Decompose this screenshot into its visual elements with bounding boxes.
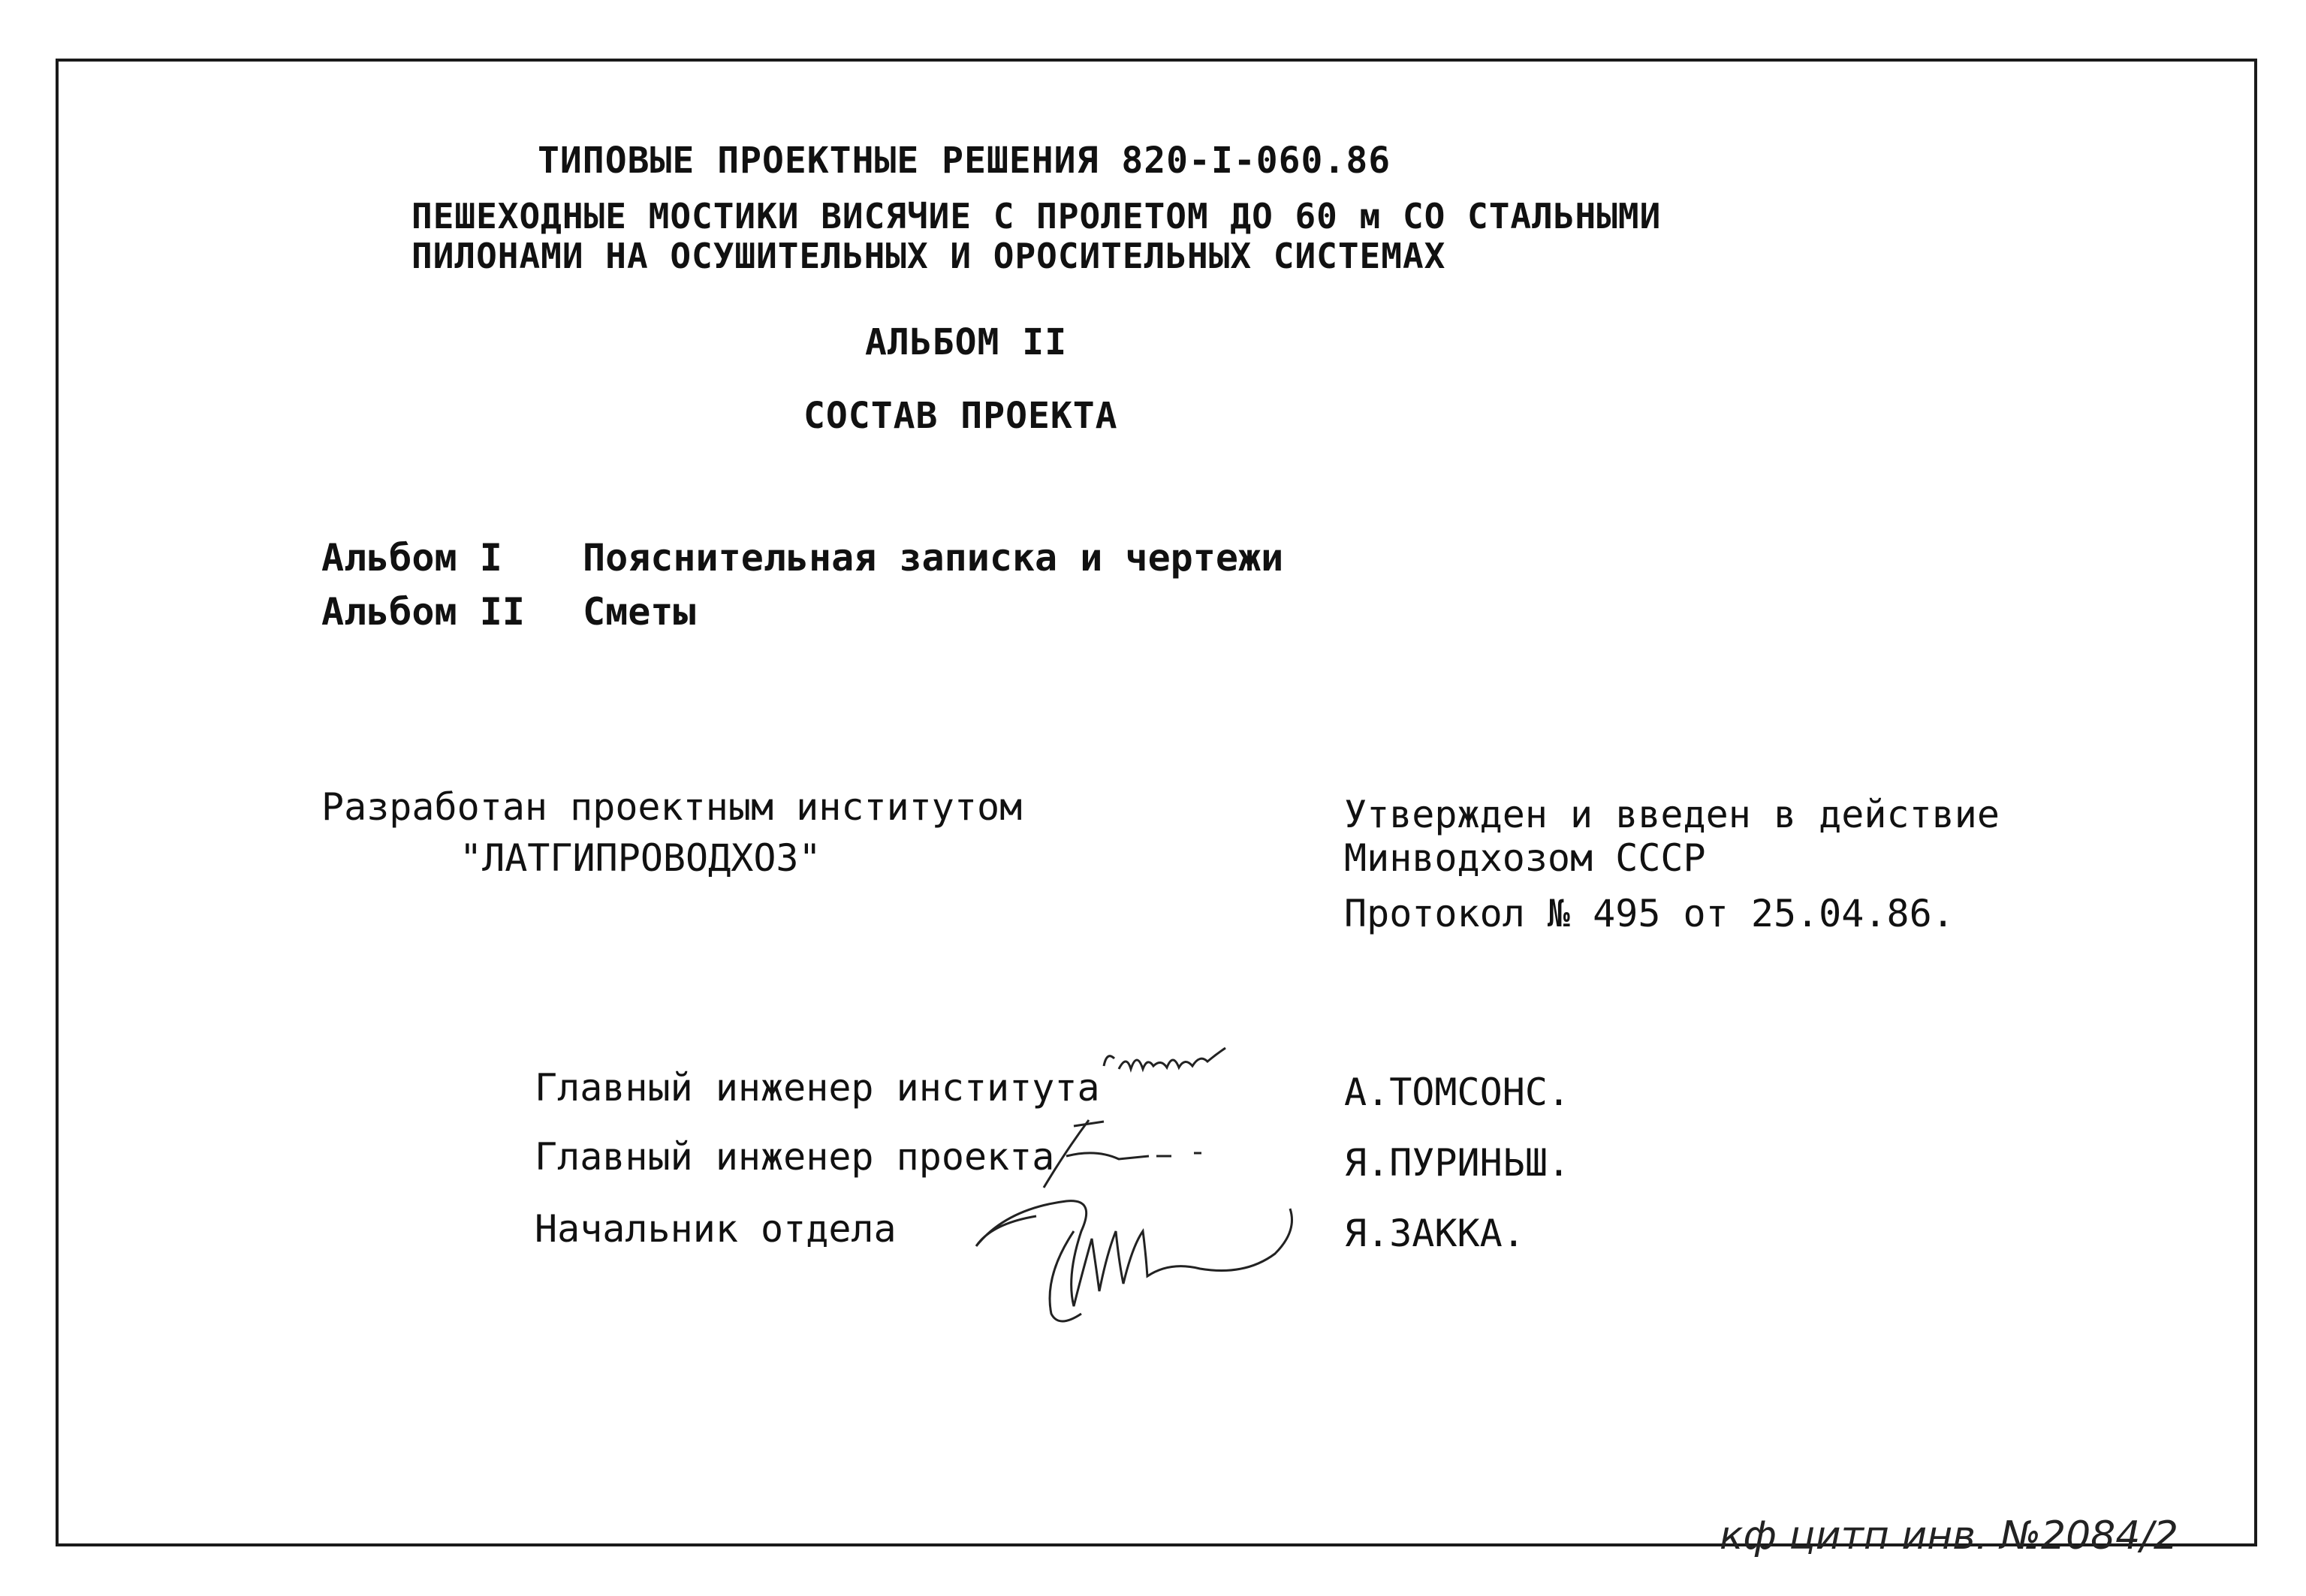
signature-2-3	[961, 1111, 1307, 1336]
signature-1	[1096, 1036, 1292, 1096]
album-1-text: Пояснительная записка и чертежи	[583, 536, 1284, 580]
sign-role-2: Главный инженер проекта	[535, 1135, 1055, 1179]
album-2-text: Сметы	[583, 590, 696, 634]
sign-role-3: Начальник отдела	[535, 1207, 897, 1251]
album-2-label: Альбом II	[321, 590, 525, 634]
approval-line-2: Минводхозом СССР	[1344, 836, 1706, 880]
sign-name-2: Я.ПУРИНЬШ.	[1344, 1141, 1571, 1185]
inventory-note: кф цитп инв. №2084/2	[1720, 1513, 2178, 1558]
album-1-label: Альбом I	[321, 536, 502, 580]
approval-line-1: Утвержден и введен в действие	[1344, 793, 2000, 836]
sign-name-1: А.ТОМСОНС.	[1344, 1071, 1571, 1114]
header-line-2: ПЕШЕХОДНЫЕ МОСТИКИ ВИСЯЧИЕ С ПРОЛЕТОМ ДО 60 м СО СТАЛЬНЫМИ	[411, 196, 1662, 236]
header-line-1: ТИПОВЫЕ ПРОЕКТНЫЕ РЕШЕНИЯ 820-I-060.86	[538, 140, 1391, 182]
sign-role-1: Главный инженер института	[535, 1066, 1100, 1110]
developer-line-1: Разработан проектным институтом	[321, 785, 1023, 829]
developer-line-2: "ЛАТГИПРОВОДХОЗ"	[460, 836, 821, 880]
sign-name-3: Я.ЗАККА.	[1344, 1212, 1525, 1255]
approval-line-3: Протокол № 495 от 25.04.86.	[1344, 892, 1955, 935]
composition-title: СОСТАВ ПРОЕКТА	[803, 395, 1118, 437]
header-line-3: ПИЛОНАМИ НА ОСУШИТЕЛЬНЫХ И ОРОСИТЕЛЬНЫХ СИСТЕМАХ	[411, 236, 1446, 276]
album-title: АЛЬБОМ II	[865, 321, 1068, 363]
